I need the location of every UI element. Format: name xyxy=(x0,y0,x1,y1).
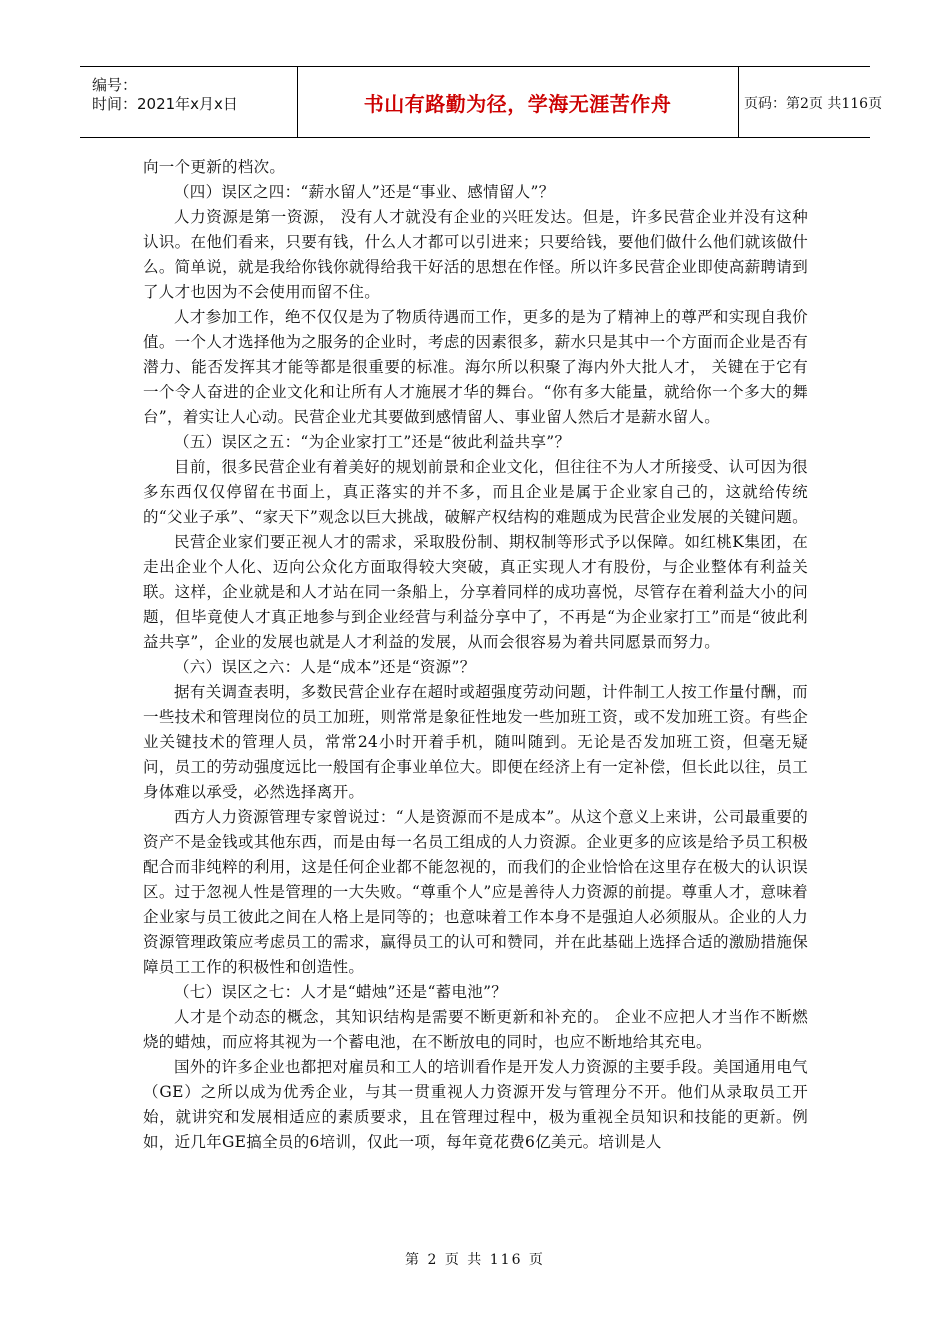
header-page-number: 页码：第2页 共116页 xyxy=(744,96,883,112)
header-left-cell xyxy=(80,67,298,137)
paragraph: 民营企业家们要正视人才的需求，采取股份制、期权制等形式予以保障。如红桃K集团，在走出企业个人化、迈向公众化方面取得较大突破，真正实现人才有股份，与企业整体有利益关联。这样，企业就是和人才站在同一条船上，分享着同样的成功喜悦，尽管存在着利益大小的问题，但毕竟使人才真正地参与到企业经营与利益分享中了，不再是“为企业家打工”而是“彼此利益共享”，企业的发展也就是人才利益的发展，从而会很容易为着共同愿景而努力。 xyxy=(143,533,808,651)
header-page-cell xyxy=(738,67,883,137)
header-motto: 书山有路勤为径，学海无涯苦作舟 xyxy=(363,92,672,116)
paragraph: 目前，很多民营企业有着美好的规划前景和企业文化，但往往不为人才所接受、认可因为很多东西仅仅停留在书面上，真正落实的并不多，而且企业是属于企业家自己的，这就给传统的“父业子承”、“家天下”观念以巨大挑战，破解产权结构的难题成为民营企业发展的关键问题。 xyxy=(143,458,808,526)
document-date-label: 时间：2021年x月x日 xyxy=(92,95,238,113)
header-motto-cell xyxy=(297,67,739,137)
paragraph: 人才参加工作，绝不仅仅是为了物质待遇而工作，更多的是为了精神上的尊严和实现自我价值。一个人才选择他为之服务的企业时，考虑的因素很多，薪水只是其中一个方面而企业是否有潜力、能否发挥其才能等都是很重要的标准。海尔所以积聚了海内外大批人才， 关键在于它有一个令人奋进的企业文化和让所有人才施展才华的舞台。“你有多大能量，就给你一个多大的舞台”，着实让人心动。民营企业尤其要做到感情留人、事业留人然后才是薪水留人。 xyxy=(143,308,808,426)
paragraph: 人力资源是第一资源， 没有人才就没有企业的兴旺发达。但是，许多民营企业并没有这种认识。在他们看来，只要有钱，什么人才都可以引进来；只要给钱，要他们做什么他们就该做什么。简单说，就是我给你钱你就得给我干好活的思想在作怪。所以许多民营企业即使高薪聘请到了人才也因为不会使用而留不住。 xyxy=(143,208,808,301)
paragraph: 据有关调查表明，多数民营企业存在超时或超强度劳动问题，计件制工人按工作量付酬，而一些技术和管理岗位的员工加班，则常常是象征性地发一些加班工资，或不发加班工资。有些企业关键技术的管理人员，常常24小时开着手机，随叫随到。无论是否发加班工资，但毫无疑问，员工的劳动强度远比一般国有企事业单位大。即便在经济上有一定补偿，但长此以往，员工身体难以承受，必然选择离开。 xyxy=(143,683,808,801)
page-header xyxy=(80,66,883,138)
section-heading-7: （七）误区之七：人才是“蜡烛”还是“蓄电池”？ xyxy=(174,983,508,1001)
paragraph: 西方人力资源管理专家曾说过：“人是资源而不是成本”。从这个意义上来讲，公司最重要的资产不是金钱或其他东西，而是由每一名员工组成的人力资源。企业更多的应该是给予员工积极配合而非纯粹的利用，这是任何企业都不能忽视的，而我们的企业恰恰在这里存在极大的认识误区。过于忽视人性是管理的一大失败。“尊重个人”应是善待人力资源的前提。尊重人才，意味着企业家与员工彼此之间在人格上是同等的；也意味着工作本身不是强迫人必须服从。企业的人力资源管理政策应考虑员工的需求，赢得员工的认可和赞同，并在此基础上选择合适的激励措施保障员工工作的积极性和创造性。 xyxy=(143,808,808,976)
section-heading-6: （六）误区之六：人是“成本”还是“资源”？ xyxy=(174,658,476,676)
paragraph: 人才是个动态的概念，其知识结构是需要不断更新和补充的。 企业不应把人才当作不断燃烧的蜡烛，而应将其视为一个蓄电池，在不断放电的同时，也应不断地给其充电。 xyxy=(143,1008,808,1051)
document-body xyxy=(143,155,808,1155)
section-heading-5: （五）误区之五：“为企业家打工”还是“彼此利益共享”？ xyxy=(174,433,571,451)
paragraph: 国外的许多企业也都把对雇员和工人的培训看作是开发人力资源的主要手段。美国通用电气（GE）之所以成为优秀企业，与其一贯重视人力资源开发与管理分不开。他们从录取员工开始，就讲究和发展相适应的素质要求，且在管理过程中，极为重视全员知识和技能的更新。例如，近几年GE搞全员的6培训，仅此一项，每年竟花费6亿美元。培训是人 xyxy=(143,1058,808,1151)
document-id-label: 编号： xyxy=(92,76,138,94)
section-heading-4: （四）误区之四：“薪水留人”还是“事业、感情留人”？ xyxy=(174,183,555,201)
paragraph-continuation: 向一个更新的档次。 xyxy=(143,158,286,176)
page-footer: 第 2 页 共 116 页 xyxy=(405,1252,545,1268)
